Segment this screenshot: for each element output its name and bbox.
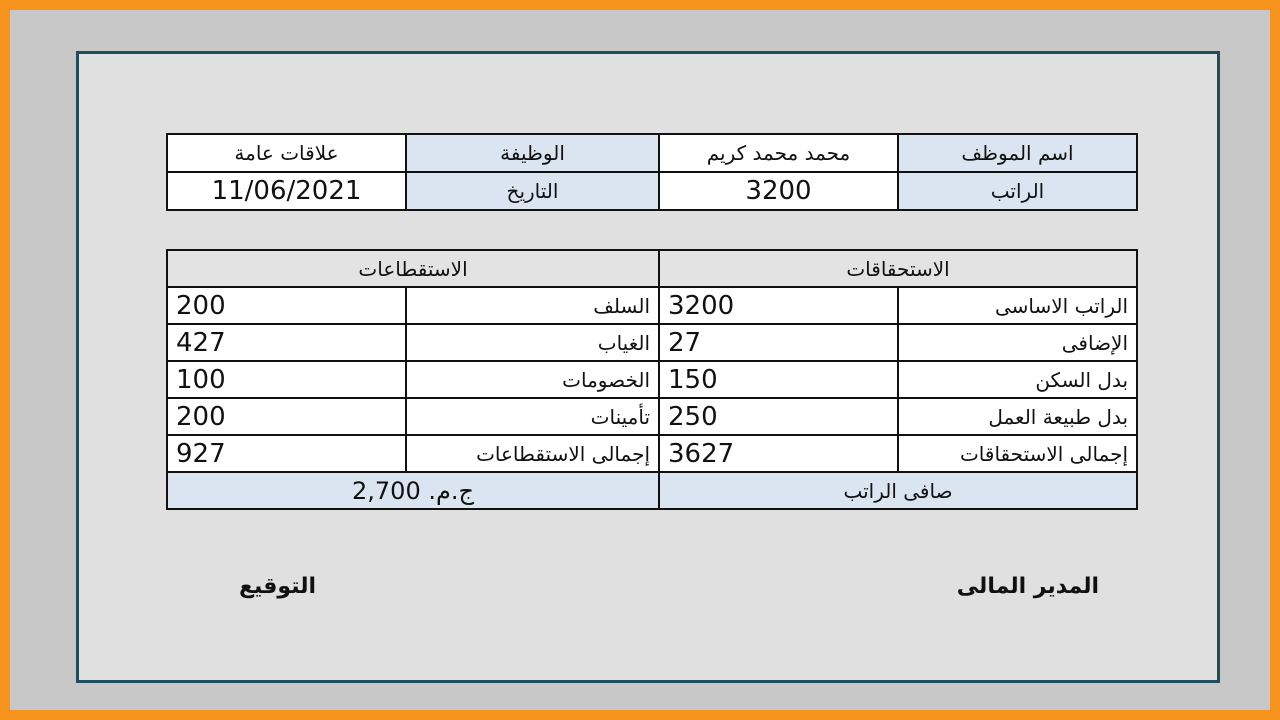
entitlement-value: 3200 [659, 287, 898, 324]
salary-label: الراتب [898, 172, 1137, 210]
deduction-label: السلف [406, 287, 659, 324]
net-salary-cell [167, 472, 659, 509]
entitlements-header: الاستحقاقات [659, 250, 1137, 287]
table-row [167, 287, 1137, 324]
entitlements-total-label: إجمالى الاستحقاقات [898, 435, 1137, 472]
deduction-label: الغياب [406, 324, 659, 361]
entitlement-value: 150 [659, 361, 898, 398]
salary-value: 3200 [659, 172, 898, 210]
deduction-label: الخصومات [406, 361, 659, 398]
entitlement-label: الراتب الاساسى [898, 287, 1137, 324]
entitlement-label: بدل طبيعة العمل [898, 398, 1137, 435]
date-value: 11/06/2021 [167, 172, 406, 210]
entitlement-label: الإضافى [898, 324, 1137, 361]
net-salary-label: صافى الراتب [659, 472, 1137, 509]
employee-name-label: اسم الموظف [898, 134, 1137, 172]
table-row [167, 324, 1137, 361]
financial-manager-label: المدير المالى [956, 574, 1099, 599]
deductions-total-label: إجمالى الاستقطاعات [406, 435, 659, 472]
table-row [167, 472, 1137, 509]
deduction-label: تأمينات [406, 398, 659, 435]
salary-breakdown-table [166, 249, 1138, 510]
entitlement-value: 250 [659, 398, 898, 435]
signature-label: التوقيع [239, 574, 316, 599]
outer-frame [10, 10, 1270, 710]
table-row [167, 435, 1137, 472]
table-row [167, 172, 1137, 210]
deductions-header: الاستقطاعات [167, 250, 659, 287]
entitlement-label: بدل السكن [898, 361, 1137, 398]
job-value: علاقات عامة [167, 134, 406, 172]
table-row [167, 134, 1137, 172]
employee-name-value: محمد محمد كريم [659, 134, 898, 172]
entitlement-value: 27 [659, 324, 898, 361]
table-row [167, 398, 1137, 435]
table-row [167, 250, 1137, 287]
entitlements-total-value: 3627 [659, 435, 898, 472]
deduction-value: 100 [167, 361, 406, 398]
table-row [167, 361, 1137, 398]
deduction-value: 427 [167, 324, 406, 361]
deduction-value: 200 [167, 398, 406, 435]
employee-info-table [166, 133, 1138, 211]
date-label: التاريخ [406, 172, 659, 210]
payslip-panel [76, 51, 1220, 683]
net-salary-amount [176, 477, 650, 505]
deductions-total-value: 927 [167, 435, 406, 472]
net-salary-value: 2,700 [352, 476, 421, 505]
job-label: الوظيفة [406, 134, 659, 172]
currency-label: ج.م. [428, 476, 474, 505]
deduction-value: 200 [167, 287, 406, 324]
